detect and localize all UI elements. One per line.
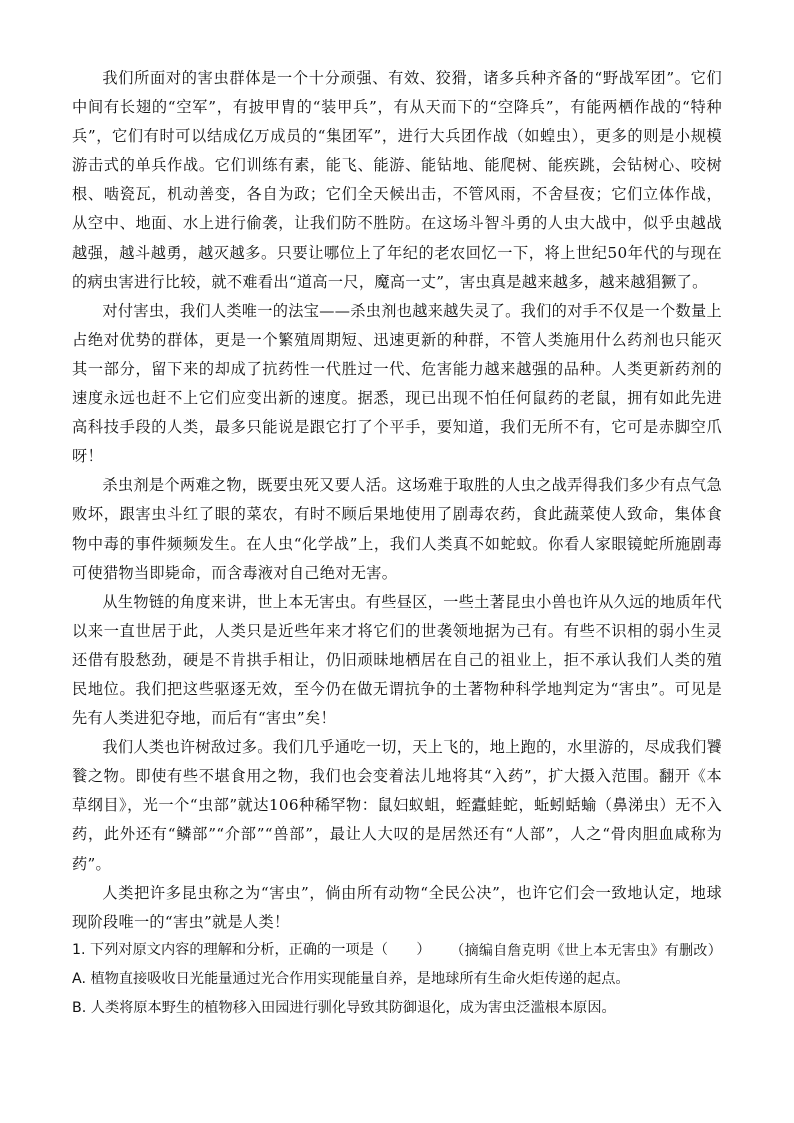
question-1-stem: 1. 下列对原文内容的理解和分析，正确的一项是（ ） [72, 942, 431, 958]
question-1-option-a: A. 植物直接吸收日光能量通过光合作用实现能量自养，是地球所有生命火炬传递的起点。 [72, 971, 630, 988]
passage-paragraph-5: 我们人类也许树敌过多。我们几乎通吃一切，天上飞的，地上跑的，水里游的，尽成我们饕餮之物。即使有些不堪食用之物，我们也会变着法儿地将其“入药”，扩大摄入范围。翻开《本草纲目》，光一个“虫部”就达106种稀罕物：鼠妇蚁蛆，蛭蠹蛙蛇，蚯蚓蛞蝓（鼻涕虫）无不入药，此外还有“鳞部”“介部”“兽部”，最让人大叹的是居然还有“人部”，人之“骨肉胆血咸称为药”。 [72, 738, 722, 873]
reading-passage [72, 64, 722, 966]
passage-source: （摘编自詹克明《世上本无害虫》有删改） [450, 942, 722, 959]
passage-paragraph-4: 从生物链的角度来讲，世上本无害虫。有些昼区，一些土著昆虫小兽也许从久远的地质年代以来一直世居于此，人类只是近些年来才将它们的世袭领地据为己有。有些不识相的弱小生灵还借有股愁劲，硬是不肯拱手相让，仍旧顽昧地栖居在自己的祖业上，拒不承认我们人类的殖民地位。我们把这些驱逐无效，至今仍在做无谓抗争的土著物种科学地判定为“害虫”。可见是先有人类进犯夺地，而后有“害虫”矣！ [72, 592, 722, 728]
passage-paragraph-1: 我们所面对的害虫群体是一个十分顽强、有效、狡猾，诸多兵种齐备的“野战军团”。它们中间有长翅的“空军”，有披甲胄的“装甲兵”，有从天而下的“空降兵”，有能两栖作战的“特种兵”，它们有时可以结成亿万成员的“集团军”，进行大兵团作战（如蝗虫），更多的则是小规模游击式的单兵作战。它们训练有素，能飞、能游、能钻地、能爬树、能疾跳，会钻树心、咬树根、啮瓷瓦，机动善变，各自为政；它们全天候出击，不管风雨，不舍昼夜；它们立体作战，从空中、地面、水上进行偷袭，让我们防不胜防。在这场斗智斗勇的人虫大战中，似乎虫越战越强，越斗越勇，越灭越多。只要让哪位上了年纪的老农回忆一下，将上世纪50年代的与现在的病虫害进行比较，就不难看出“道高一尺，魔高一丈”，害虫真是越来越多，越来越猖獗了。 [72, 69, 722, 291]
question-1-option-b: B. 人类将原本野生的植物移入田园进行驯化导致其防御退化，成为害虫泛滥根本原因。 [72, 1000, 616, 1017]
passage-paragraph-6: 人类把许多昆虫称之为“害虫”，倘由所有动物“全民公决”，也许它们会一致地认定，地球现阶段唯一的“害虫”就是人类！ [72, 883, 722, 931]
passage-paragraph-3: 杀虫剂是个两难之物，既要虫死又要人活。这场难于取胜的人虫之战弄得我们多少有点气急败坏，跟害虫斗红了眼的菜农，有时不顾后果地使用了剧毒农药，食此蔬菜使人致命，集体食物中毒的事件频频发生。在人虫“化学战”上，我们人类真不如蛇蚊。你看人家眼镜蛇所施剧毒可使猎物当即毙命，而含毒液对自己绝对无害。 [72, 476, 722, 582]
passage-paragraph-2: 对付害虫，我们人类唯一的法宝——杀虫剂也越来越失灵了。我们的对手不仅是一个数量上占绝对优势的群体，更是一个繁殖周期短、迅速更新的种群，不管人类施用什么药剂也只能灭其一部分，留下来的却成了抗药性一代胜过一代、危害能力越来越强的品种。人类更新药剂的速度永远也赶不上它们应变出新的速度。据悉，现已出现不怕任何鼠药的老鼠，拥有如此先进高科技手段的人类，最多只能说是跟它打了个平手，要知道，我们无所不有，它可是赤脚空爪呀！ [72, 301, 722, 466]
question-section [72, 936, 722, 1024]
